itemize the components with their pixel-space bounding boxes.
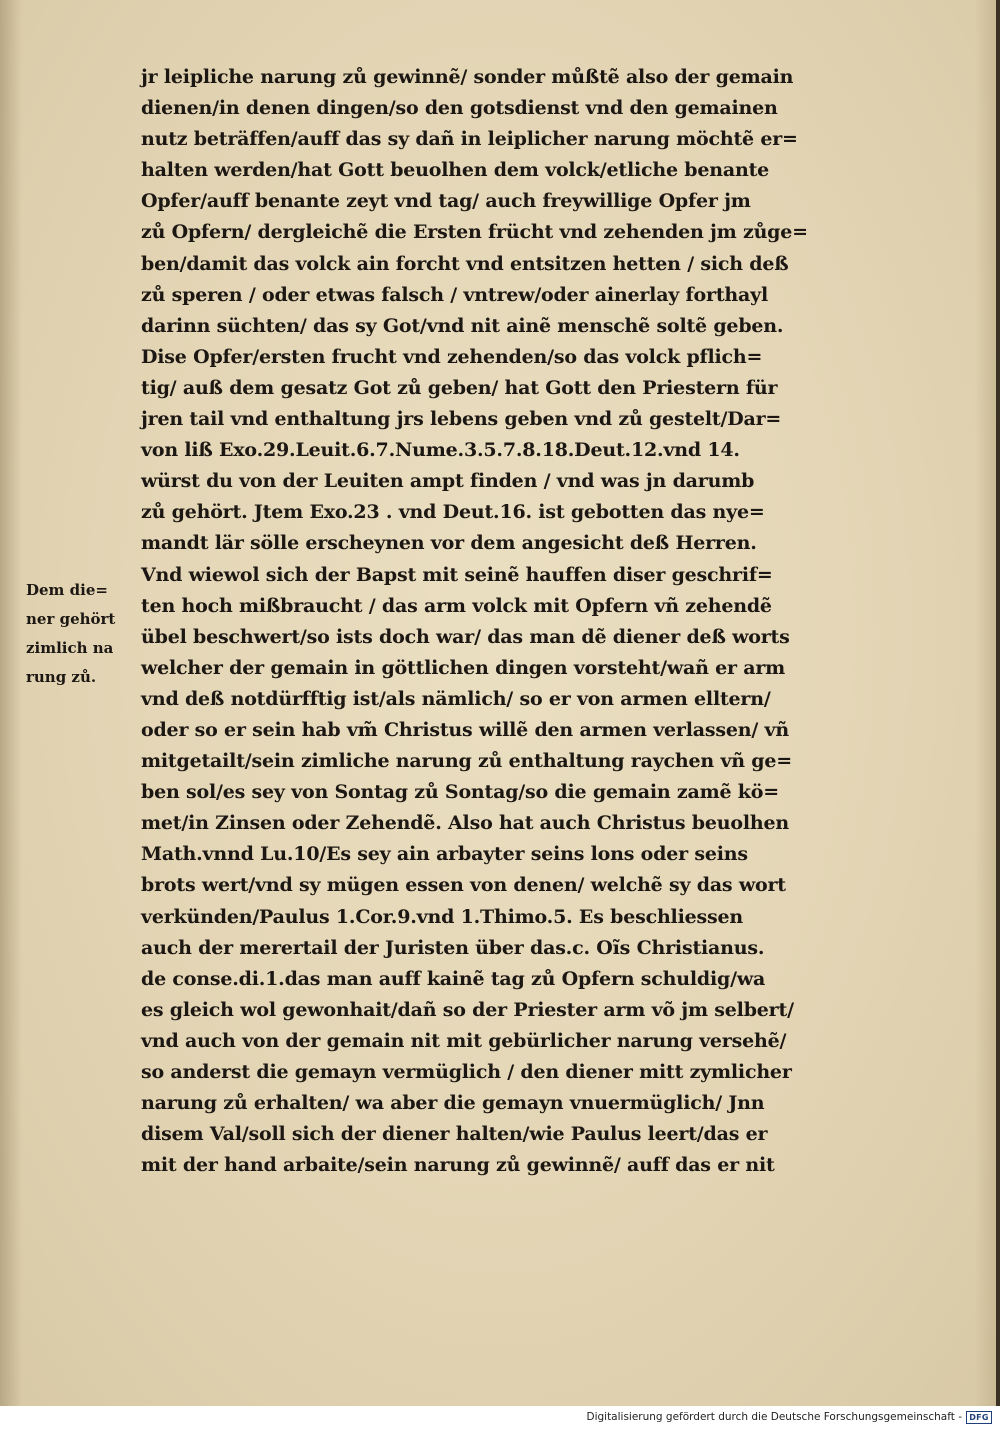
marginal-note-line: rung zů. [26,668,97,686]
text-line: mitgetailt/sein zimliche narung zů enthaltung raychen vñ ge= [141,750,793,773]
text-line: verkünden/Paulus 1.Cor.9.vnd 1.Thimo.5. Es beschliessen [141,905,743,928]
footer-bar [0,1406,1000,1431]
text-line: brots wert/vnd sy mügen essen von denen/ welchẽ sy das wort [141,874,786,897]
text-line: ten hoch mißbraucht / das arm volck mit Opfern vñ zehendẽ [141,594,772,617]
text-line: Dise Opfer/ersten frucht vnd zehenden/so das volck pflich= [141,345,763,368]
gutter-shadow [0,0,22,1406]
text-line: ben sol/es sey von Sontag zů Sontag/so die gemain zamẽ kö= [141,781,779,804]
text-line: oder so er sein hab vm̃ Christus willẽ den armen verlassen/ vñ [141,718,789,741]
text-line: darinn süchten/ das sy Got/vnd nit ainẽ menschẽ soltẽ geben. [141,314,784,337]
marginal-note-line: zimlich na [26,639,114,657]
dfg-logo: DFG [966,1411,992,1424]
text-line: de conse.di.1.das man auff kainẽ tag zů Opfern schuldig/wa [141,967,766,990]
funding-credit: Digitalisierung gefördert durch die Deutsche Forschungsgemeinschaft - [586,1411,962,1423]
text-line: würst du von der Leuiten ampt finden / vnd was jn darumb [141,470,755,493]
page-edge [975,0,996,1406]
text-line: so anderst die gemayn vermüglich / den diener mitt zymlicher [141,1061,792,1083]
text-line: von liß Exo.29.Leuit.6.7.Nume.3.5.7.8.18.Deut.12.vnd 14. [141,439,740,462]
text-line: disem Val/soll sich der diener halten/wie Paulus leert/das er [141,1123,768,1146]
marginal-note [26,576,138,692]
text-line: vnd auch von der gemain nit mit gebürlicher narung versehẽ/ [141,1029,787,1052]
text-line: zů speren / oder etwas falsch / vntrew/oder ainerlay forthayl [141,283,768,306]
text-line: zů gehört. Jtem Exo.23 . vnd Deut.16. ist gebotten das nye= [141,501,765,524]
text-line: vnd deß notdürfftig ist/als nämlich/ so er von armen elltern/ [141,687,771,710]
text-line: jr leipliche narung zů gewinnẽ/ sonder můßtẽ also der gemain [141,66,794,88]
text-line: auch der merertail der Juristen über das.c. Oĩs Christianus. [141,936,765,959]
text-line: halten werden/hat Gott beuolhen dem volck/etliche benante [141,159,770,182]
text-line: Vnd wiewol sich der Bapst mit seinẽ hauffen diser geschrif= [141,563,773,586]
text-line: Opfer/auff benante zeyt vnd tag/ auch freywillige Opfer jm [141,190,751,213]
text-line: übel beschwert/so ists doch war/ das man dẽ diener deß worts [141,625,790,648]
text-line: dienen/in denen dingen/so den gotsdienst vnd den gemainen [141,97,778,120]
text-line: es gleich wol gewonhait/dañ so der Priester arm võ jm selbert/ [141,998,794,1021]
text-line: Math.vnnd Lu.10/Es sey ain arbayter seins lons oder seins [141,843,748,866]
text-line: jren tail vnd enthaltung jrs lebens geben vnd zů gestelt/Dar= [141,408,782,431]
text-line: narung zů erhalten/ wa aber die gemayn vnuermüglich/ Jnn [141,1092,765,1115]
marginal-note-line: ner gehört [26,610,116,628]
text-line: met/in Zinsen oder Zehendẽ. Also hat auch Christus beuolhen [141,812,789,835]
text-line: ben/damit das volck ain forcht vnd entsitzen hetten / sich deß [141,252,789,275]
text-line: mit der hand arbaite/sein narung zů gewinnẽ/ auff das er nit [141,1154,775,1177]
text-line: zů Opfern/ dergleichẽ die Ersten frücht vnd zehenden jm zůge= [141,221,808,244]
body-text-block [141,62,906,1181]
text-line: mandt lär sölle erscheynen vor dem angesicht deß Herren. [141,532,757,555]
marginal-note-line: Dem die= [26,581,108,599]
text-line: tig/ auß dem gesatz Got zů geben/ hat Gott den Priestern für [141,376,778,399]
text-line: nutz beträffen/auff das sy dañ in leiplicher narung möchtẽ er= [141,128,798,151]
text-line: welcher der gemain in göttlichen dingen vorsteht/wañ er arm [141,656,786,679]
